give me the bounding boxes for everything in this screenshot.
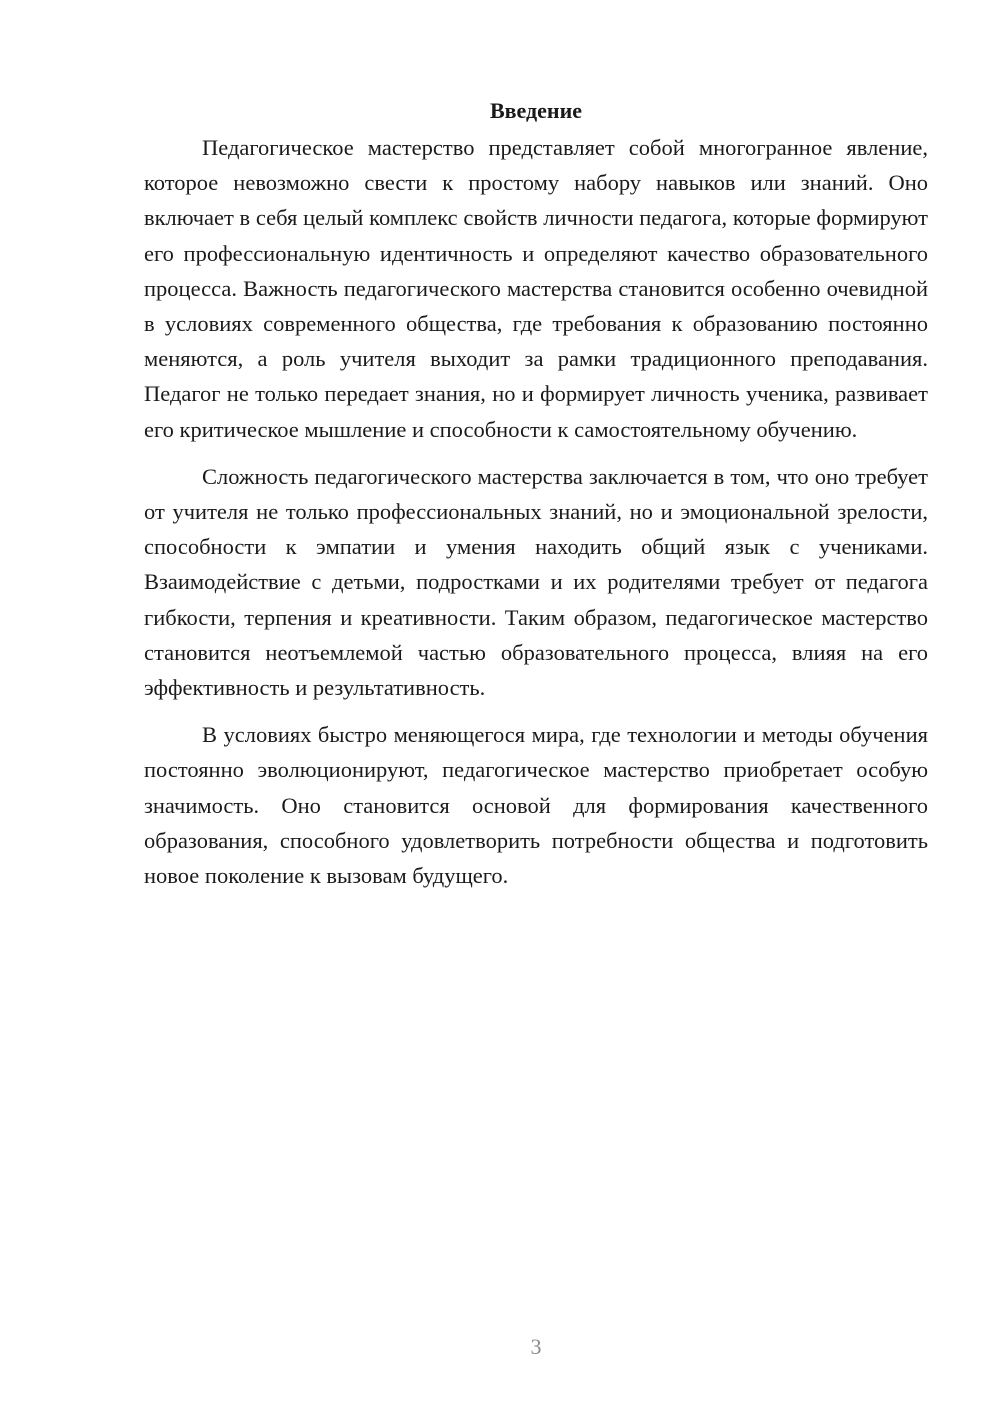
paragraph-2: Сложность педагогического мастерства заключается в том, что оно требует от учителя не только профессиональных знаний, но и эмоциональной зрелости, способности к эмпатии и умения находить общий язык с учениками. Взаимодействие с детьми, подростками и их родителями требует от педагога гибкости, терпения и креативности. Таким образом, педагогическое мастерство становится неотъемлемой частью образовательного процесса, влияя на его эффективность и результативность. <box>144 463 928 701</box>
paragraph-1: Педагогическое мастерство представляет собой многогранное явление, которое невозможно свести к простому набору навыков или знаний. Оно включает в себя целый комплекс свойств личности педагога, которые формируют его профессиональную идентичность и определяют качество образовательного процесса. Важность педагогического мастерства становится особенно очевидной в условиях современного общества, где требования к образованию постоянно меняются, а роль учителя выходит за рамки традиционного преподавания. Педагог не только передает знания, но и формирует личность ученика, развивает его критическое мышление и способности к самостоятельному обучению. <box>144 135 928 442</box>
paragraph-3: В условиях быстро меняющегося мира, где технологии и методы обучения постоянно эволюционируют, педагогическое мастерство приобретает особую значимость. Оно становится основой для формирования качественного образования, способного удовлетворить потребности общества и подготовить новое поколение к вызовам будущего. <box>144 722 928 889</box>
page-number: 3 <box>530 1334 542 1359</box>
page-title: Введение <box>489 98 583 123</box>
page-content <box>144 96 928 905</box>
